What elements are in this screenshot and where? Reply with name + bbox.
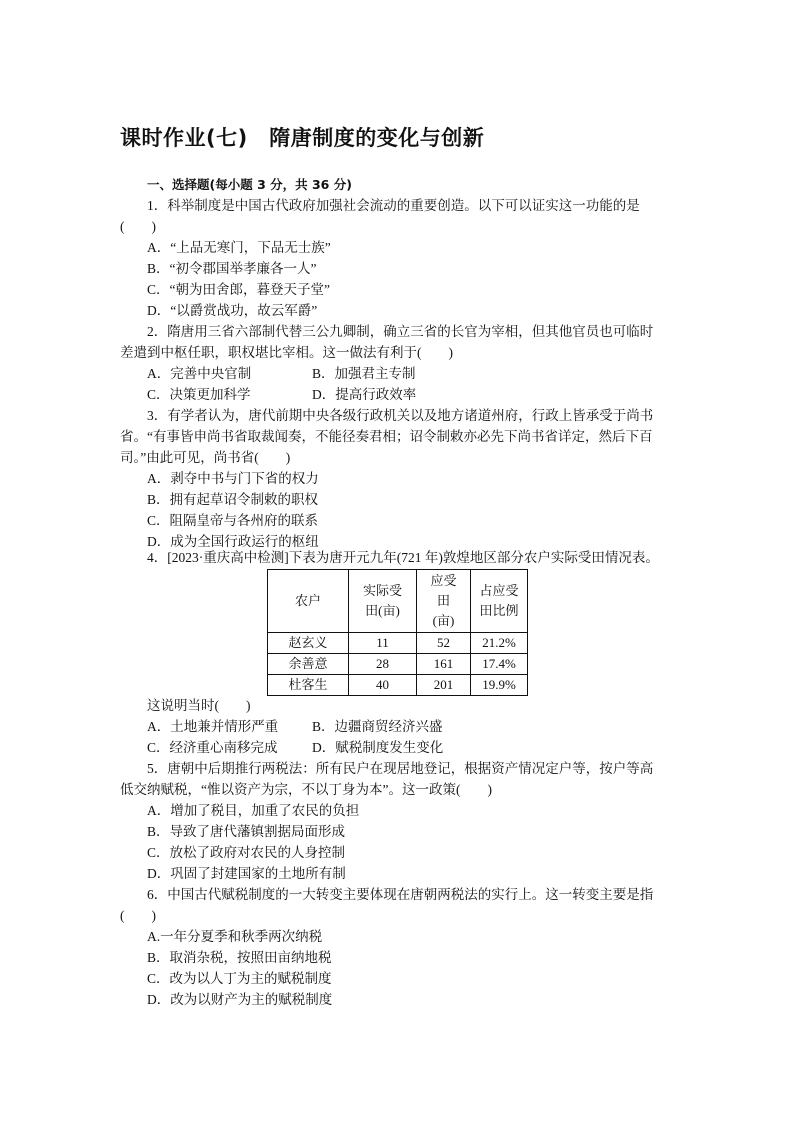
page-title: 课时作业(七) 隋唐制度的变化与创新 bbox=[120, 126, 485, 150]
cell-entitled-land: 201 bbox=[417, 675, 471, 696]
q3-stem-line-2: 省。“有事皆申尚书省取裁闻奏，不能径奏君相；诏令制敕亦必先下尚书省详定，然后下百 bbox=[120, 429, 653, 444]
q2-stem-line-1: 2．隋唐用三省六部制代替三公九卿制，确立三省的长官为宰相，但其他官员也可临时 bbox=[147, 324, 654, 339]
header-household-text: 农户 bbox=[294, 593, 321, 608]
q1-option-a: A．“上品无寒门，下品无士族” bbox=[147, 240, 331, 255]
q1-option-c: C．“朝为田舍郎，暮登天子堂” bbox=[147, 282, 330, 297]
table-row bbox=[268, 633, 528, 654]
q5-option-b: B．导致了唐代藩镇割据局面形成 bbox=[147, 824, 346, 839]
q4-option-b: B．边疆商贸经济兴盛 bbox=[312, 719, 443, 734]
q3-option-a: A．剥夺中书与门下省的权力 bbox=[147, 471, 319, 486]
q4-stem-after-table: 这说明当时( ) bbox=[147, 698, 251, 713]
q5-option-a: A．增加了税目，加重了农民的负担 bbox=[147, 803, 360, 818]
table-row bbox=[268, 675, 528, 696]
q2-option-c: C．决策更加科学 bbox=[147, 387, 251, 402]
table-row bbox=[268, 654, 528, 675]
q3-option-d: D．成为全国行政运行的枢纽 bbox=[147, 534, 319, 549]
q6-answer-blank: ( ) bbox=[120, 908, 156, 923]
header-ratio bbox=[471, 570, 528, 633]
q3-option-c: C．阻隔皇帝与各州府的联系 bbox=[147, 513, 319, 528]
q6-option-d: D．改为以财产为主的赋税制度 bbox=[147, 992, 333, 1007]
cell-entitled-land: 161 bbox=[417, 654, 471, 675]
header-ratio-text: 占应受 田比例 bbox=[479, 583, 519, 618]
q4-option-d: D．赋税制度发生变化 bbox=[312, 740, 444, 755]
q4-stem-line-1: 4．[2023·重庆高中检测]下表为唐开元九年(721 年)敦煌地区部分农户实际受田情况表。 bbox=[147, 550, 659, 565]
cell-ratio: 21.2% bbox=[471, 633, 528, 654]
header-household bbox=[268, 570, 349, 633]
section-heading: 一、选择题(每小题 3 分，共 36 分) bbox=[147, 177, 352, 192]
q2-option-b: B．加强君主专制 bbox=[312, 366, 416, 381]
header-entitled-land-text: 应受 田 (亩) bbox=[430, 573, 457, 628]
land-allocation-table bbox=[267, 569, 528, 696]
q6-option-a: A.一年分夏季和秋季两次纳税 bbox=[147, 929, 323, 944]
q3-option-b: B．拥有起草诏令制敕的职权 bbox=[147, 492, 319, 507]
cell-household: 赵玄义 bbox=[268, 633, 349, 654]
table-header-row bbox=[268, 570, 528, 633]
header-actual-land bbox=[349, 570, 417, 633]
cell-actual-land: 40 bbox=[349, 675, 417, 696]
header-actual-land-text: 实际受 田(亩) bbox=[362, 583, 402, 618]
q5-option-c: C．放松了政府对农民的人身控制 bbox=[147, 845, 346, 860]
q2-stem-line-2: 差遣到中枢任职，职权堪比宰相。这一做法有利于( ) bbox=[120, 345, 453, 360]
q6-option-b: B．取消杂税，按照田亩纳地税 bbox=[147, 950, 332, 965]
cell-household: 余善意 bbox=[268, 654, 349, 675]
cell-ratio: 19.9% bbox=[471, 675, 528, 696]
q1-stem-line-1: 1．科举制度是中国古代政府加强社会流动的重要创造。以下可以证实这一功能的是 bbox=[147, 198, 640, 213]
q1-option-b: B．“初令郡国举孝廉各一人” bbox=[147, 261, 317, 276]
cell-actual-land: 28 bbox=[349, 654, 417, 675]
q2-option-d: D．提高行政效率 bbox=[312, 387, 417, 402]
cell-entitled-land: 52 bbox=[417, 633, 471, 654]
cell-ratio: 17.4% bbox=[471, 654, 528, 675]
q5-option-d: D．巩固了封建国家的土地所有制 bbox=[147, 866, 346, 881]
q3-stem-line-3: 司。”由此可见，尚书省( ) bbox=[120, 450, 291, 465]
q3-stem-line-1: 3．有学者认为，唐代前期中央各级行政机关以及地方诸道州府，行政上皆承受于尚书 bbox=[147, 408, 654, 423]
q2-option-a: A．完善中央官制 bbox=[147, 366, 252, 381]
header-entitled-land bbox=[417, 570, 471, 633]
q1-answer-blank: ( ) bbox=[120, 219, 156, 234]
cell-actual-land: 11 bbox=[349, 633, 417, 654]
cell-household: 杜客生 bbox=[268, 675, 349, 696]
q5-stem-line-1: 5．唐朝中后期推行两税法：所有民户在现居地登记，根据资产情况定户等，按户等高 bbox=[147, 761, 654, 776]
q5-stem-line-2: 低交纳赋税，“惟以资产为宗，不以丁身为本”。这一政策( ) bbox=[120, 782, 492, 797]
q6-stem-line-1: 6．中国古代赋税制度的一大转变主要体现在唐朝两税法的实行上。这一转变主要是指 bbox=[147, 887, 654, 902]
q4-option-c: C．经济重心南移完成 bbox=[147, 740, 278, 755]
q6-option-c: C．改为以人丁为主的赋税制度 bbox=[147, 971, 332, 986]
q4-option-a: A．土地兼并情形严重 bbox=[147, 719, 279, 734]
q1-option-d: D．“以爵赏战功，故云军爵” bbox=[147, 303, 318, 318]
